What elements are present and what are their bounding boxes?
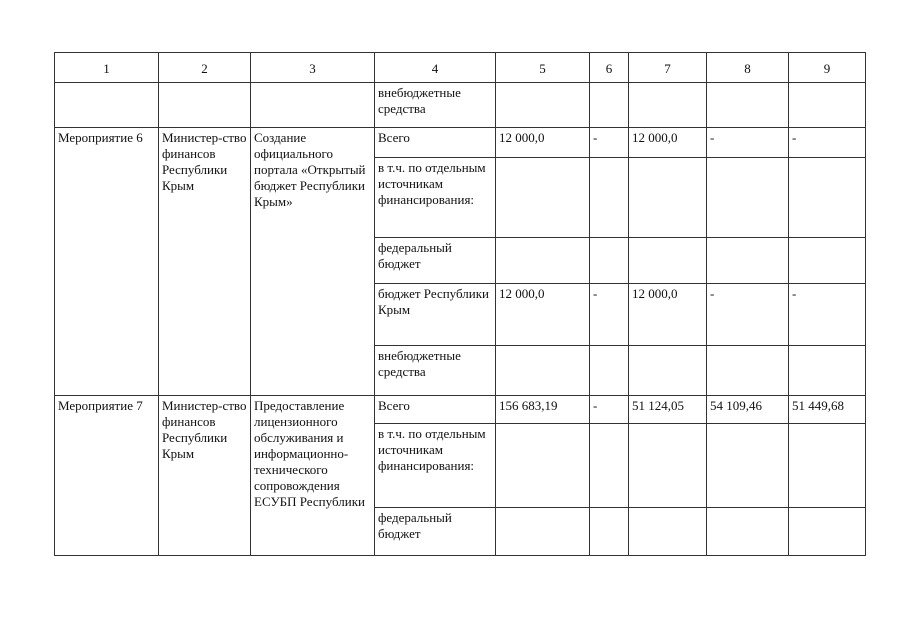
table-row: [55, 83, 866, 128]
amount-cell-c5: 156 683,19: [496, 396, 590, 424]
empty-cell: [496, 83, 590, 128]
amount-cell-c6: [590, 238, 629, 284]
amount-cell-c8: [707, 346, 789, 396]
funding-source-cell: федеральный бюджет: [375, 238, 496, 284]
event-name-cell: Мероприятие 7: [55, 396, 159, 556]
empty-cell: [629, 83, 707, 128]
amount-cell-c6: [590, 158, 629, 238]
column-number-9: 9: [789, 53, 866, 83]
amount-cell-c7: 51 124,05: [629, 396, 707, 424]
amount-cell-c7: [629, 424, 707, 508]
column-number-1: 1: [55, 53, 159, 83]
column-number-4: 4: [375, 53, 496, 83]
amount-cell-c8: -: [707, 128, 789, 158]
empty-cell: [707, 83, 789, 128]
amount-cell-c6: [590, 424, 629, 508]
amount-cell-c6: -: [590, 128, 629, 158]
funding-source-cell: в т.ч. по отдельным источникам финансирования:: [375, 158, 496, 238]
column-number-5: 5: [496, 53, 590, 83]
description-cell: Предоставление лицензионного обслуживания и информационно-технического сопровождения ЕСУБП Республики: [251, 396, 375, 556]
amount-cell-c9: [789, 158, 866, 238]
table-row: [55, 128, 866, 158]
executor-cell: Министер-ство финансов Республики Крым: [159, 396, 251, 556]
amount-cell-c5: [496, 508, 590, 556]
empty-cell: [55, 83, 159, 128]
amount-cell-c9: [789, 238, 866, 284]
amount-cell-c9: [789, 346, 866, 396]
empty-cell: [789, 83, 866, 128]
amount-cell-c7: 12 000,0: [629, 284, 707, 346]
amount-cell-c6: -: [590, 396, 629, 424]
amount-cell-c9: [789, 424, 866, 508]
amount-cell-c5: 12 000,0: [496, 128, 590, 158]
empty-cell: [590, 83, 629, 128]
amount-cell-c5: [496, 424, 590, 508]
amount-cell-c9: -: [789, 128, 866, 158]
column-number-6: 6: [590, 53, 629, 83]
amount-cell-c8: 54 109,46: [707, 396, 789, 424]
executor-cell: Министер-ство финансов Республики Крым: [159, 128, 251, 396]
column-number-3: 3: [251, 53, 375, 83]
amount-cell-c5: [496, 346, 590, 396]
description-cell: Создание официального портала «Открытый бюджет Республики Крым»: [251, 128, 375, 396]
funding-source-cell: Всего: [375, 128, 496, 158]
event-name-cell: Мероприятие 6: [55, 128, 159, 396]
amount-cell-c7: [629, 238, 707, 284]
amount-cell-c7: 12 000,0: [629, 128, 707, 158]
column-number-2: 2: [159, 53, 251, 83]
budget-table: [54, 52, 866, 556]
column-number-8: 8: [707, 53, 789, 83]
table-row: [55, 396, 866, 424]
column-number-row: [55, 53, 866, 83]
amount-cell-c8: -: [707, 284, 789, 346]
amount-cell-c9: -: [789, 284, 866, 346]
amount-cell-c9: 51 449,68: [789, 396, 866, 424]
empty-cell: [159, 83, 251, 128]
amount-cell-c5: [496, 238, 590, 284]
funding-source-cell: бюджет Республики Крым: [375, 284, 496, 346]
funding-source-cell: в т.ч. по отдельным источникам финансирования:: [375, 424, 496, 508]
amount-cell-c5: [496, 158, 590, 238]
amount-cell-c7: [629, 508, 707, 556]
funding-source-cell: внебюджетные средства: [375, 346, 496, 396]
amount-cell-c6: -: [590, 284, 629, 346]
amount-cell-c7: [629, 158, 707, 238]
amount-cell-c7: [629, 346, 707, 396]
amount-cell-c8: [707, 424, 789, 508]
column-number-7: 7: [629, 53, 707, 83]
amount-cell-c6: [590, 508, 629, 556]
empty-cell: [251, 83, 375, 128]
amount-cell-c8: [707, 238, 789, 284]
funding-source-cell: Всего: [375, 396, 496, 424]
amount-cell-c6: [590, 346, 629, 396]
amount-cell-c9: [789, 508, 866, 556]
funding-source-cell: федеральный бюджет: [375, 508, 496, 556]
amount-cell-c8: [707, 508, 789, 556]
amount-cell-c5: 12 000,0: [496, 284, 590, 346]
funding-source-cell: внебюджетные средства: [375, 83, 496, 128]
amount-cell-c8: [707, 158, 789, 238]
